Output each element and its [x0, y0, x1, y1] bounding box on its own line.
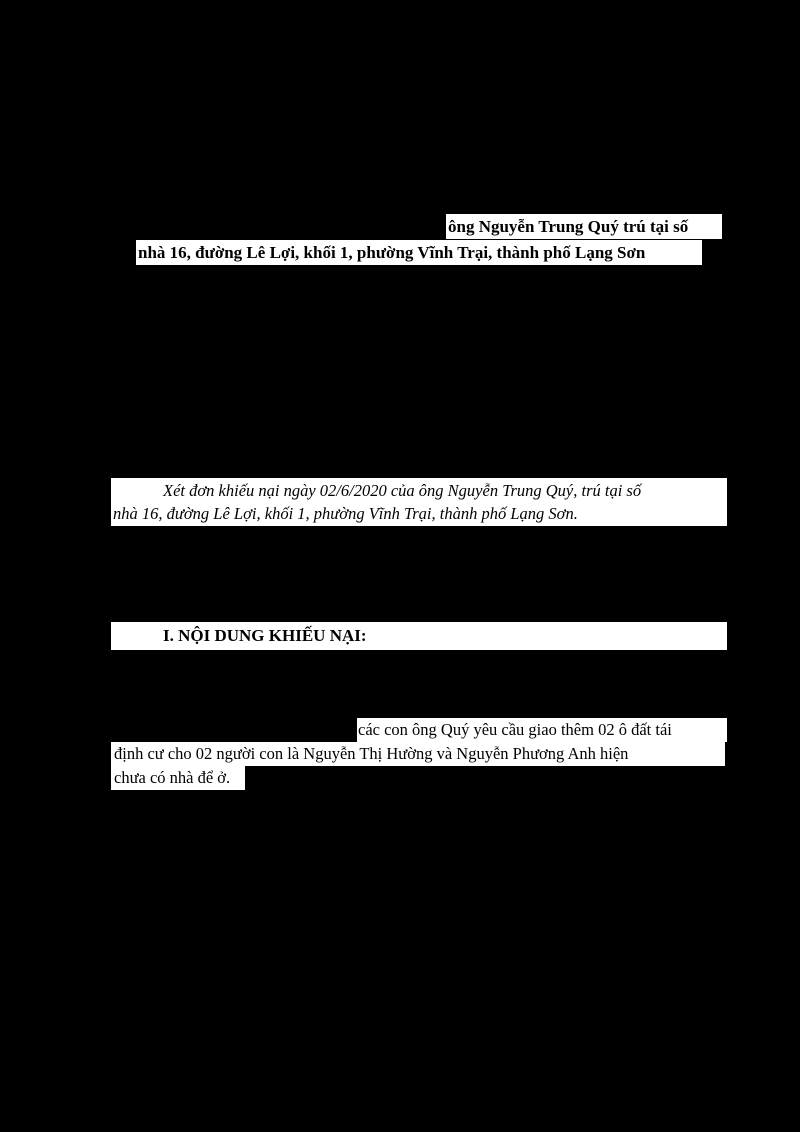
section-1-title: I. NỘI DUNG KHIẾU NẠI: [111, 622, 727, 650]
intro-line-2: nhà 16, đường Lê Lợi, khối 1, phường Vĩnh Trại, thành phố Lạng Sơn. [111, 502, 727, 526]
complaint-line-3: chưa có nhà để ở. [111, 766, 245, 790]
heading-line-2: nhà 16, đường Lê Lợi, khối 1, phường Vĩnh Trại, thành phố Lạng Sơn [136, 240, 702, 265]
complaint-line-2: định cư cho 02 người con là Nguyễn Thị Hường và Nguyễn Phương Anh hiện [111, 742, 725, 766]
complaint-line-1: các con ông Quý yêu cầu giao thêm 02 ô đất tái [357, 718, 727, 742]
intro-line-1: Xét đơn khiếu nại ngày 02/6/2020 của ông Nguyễn Trung Quý, trú tại số [111, 478, 727, 503]
heading-line-1: ông Nguyễn Trung Quý trú tại số [446, 214, 722, 239]
